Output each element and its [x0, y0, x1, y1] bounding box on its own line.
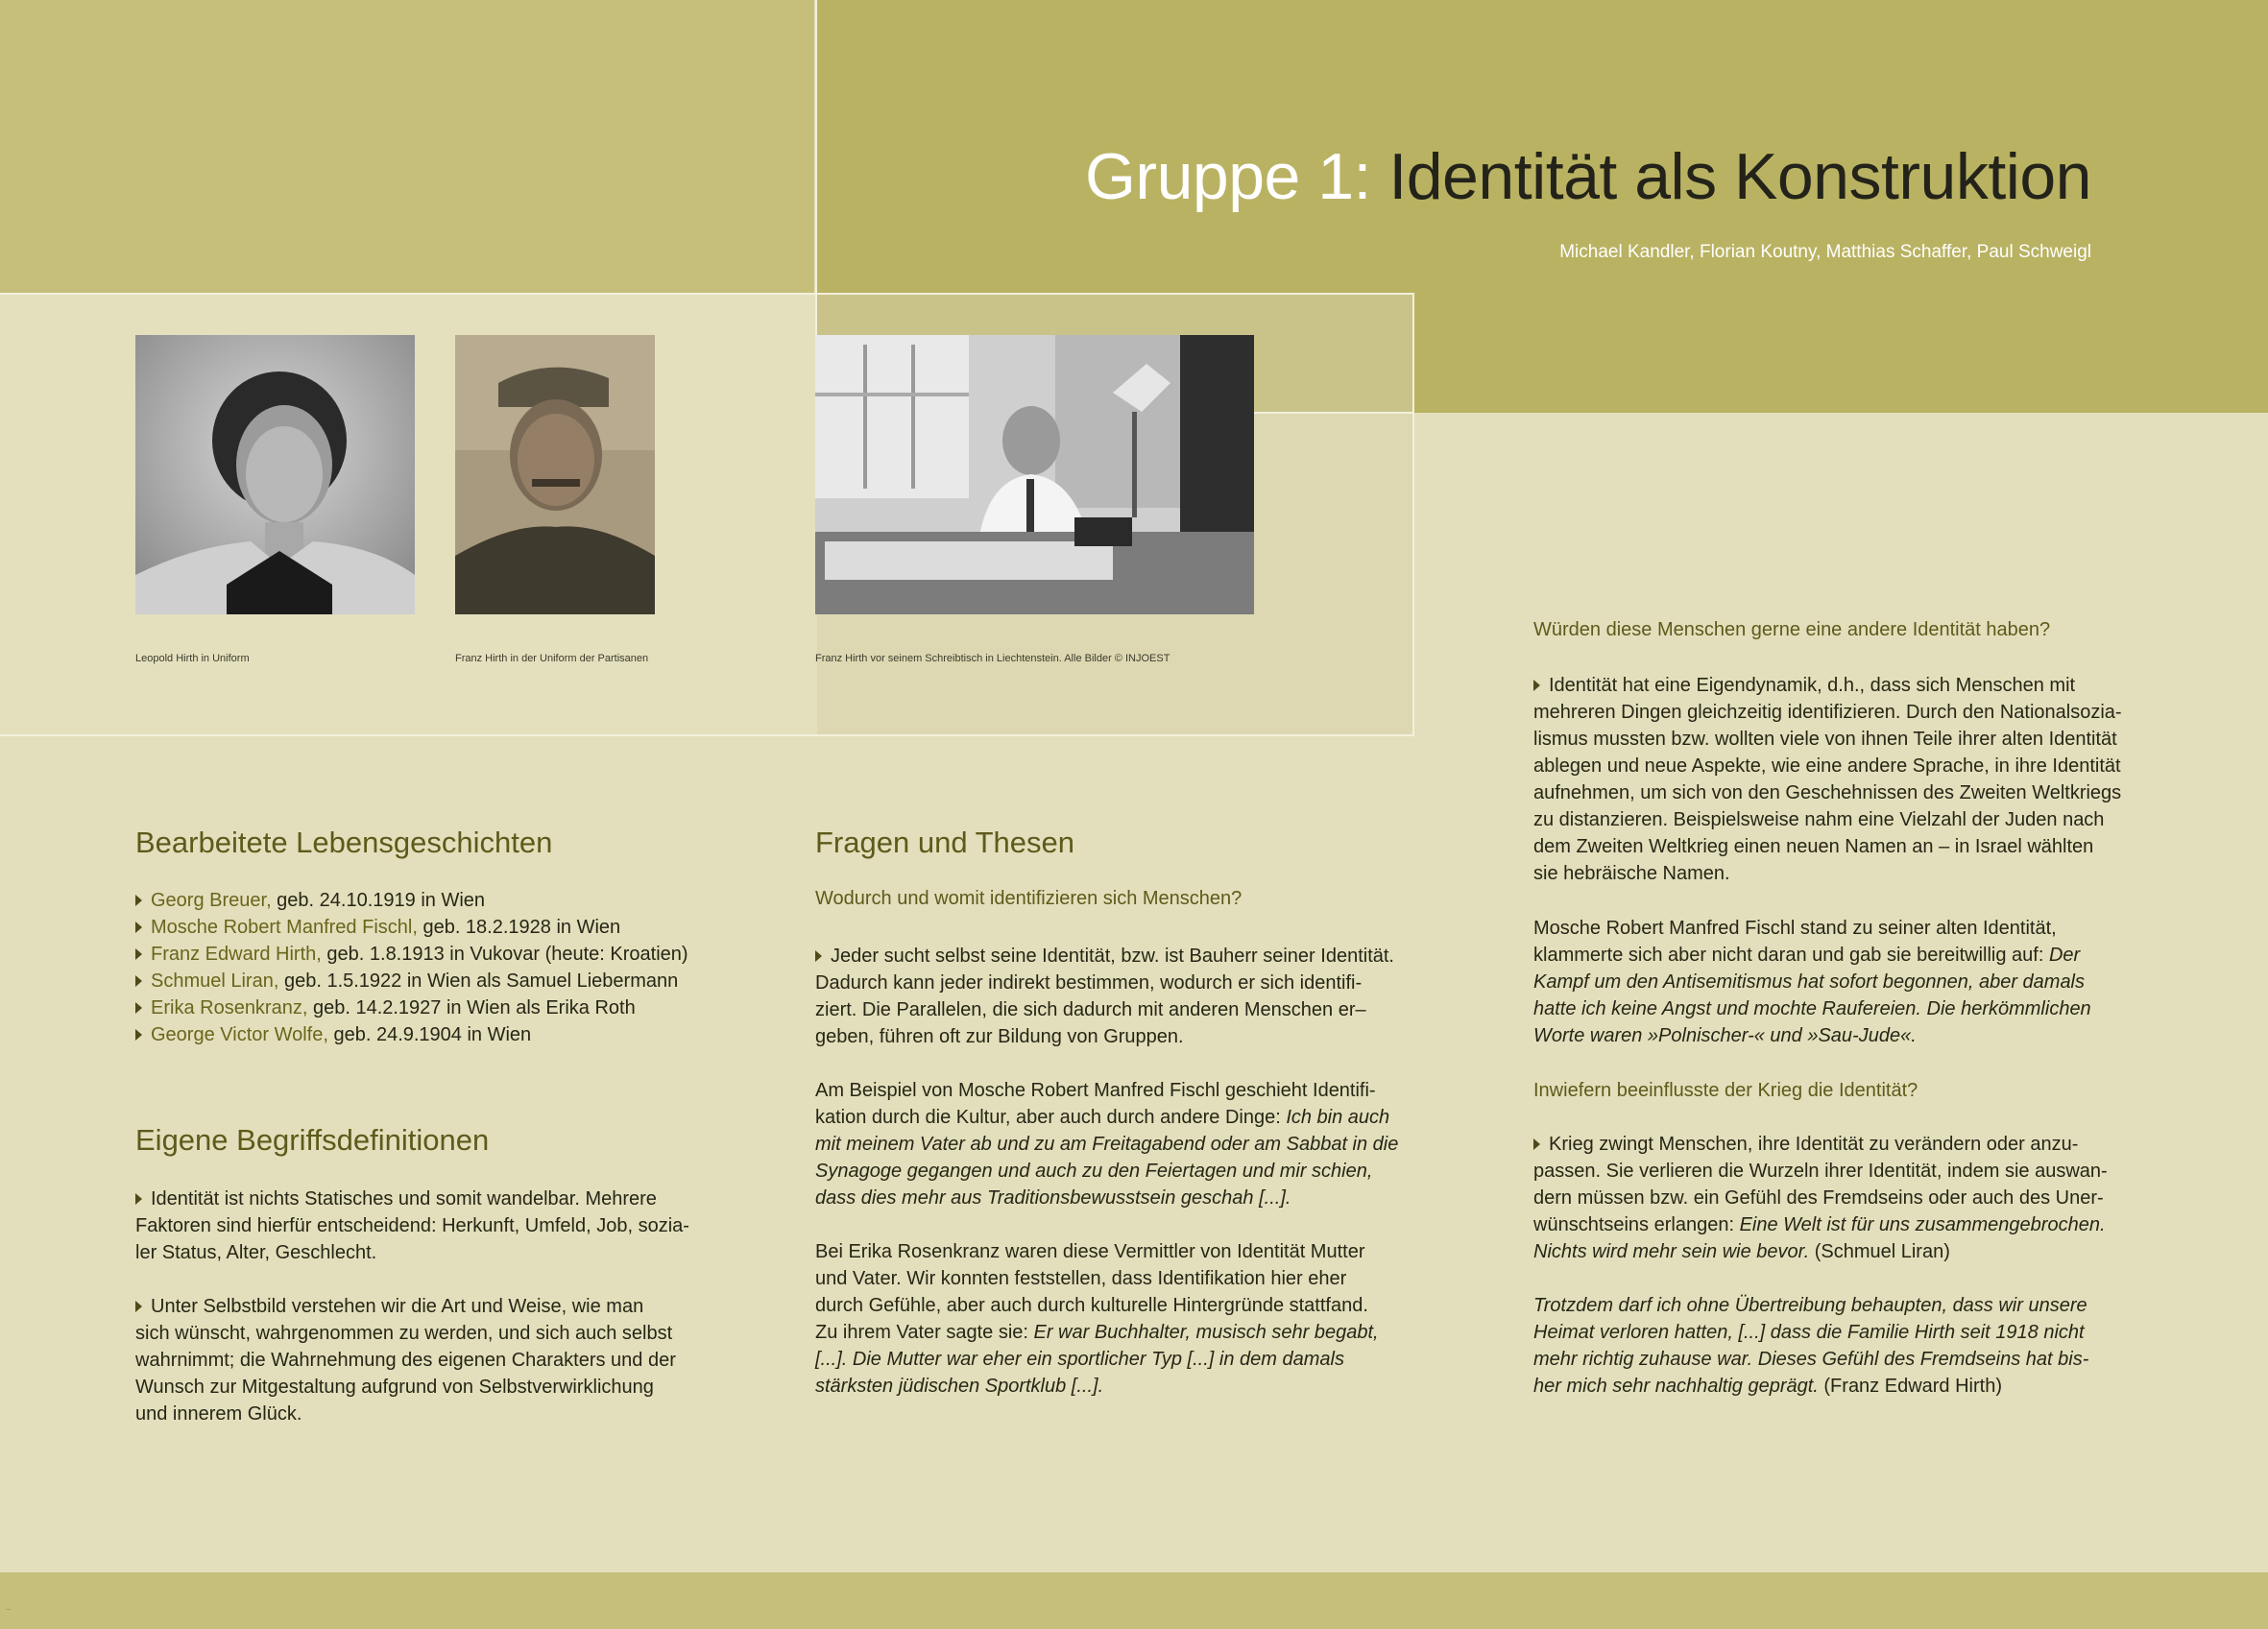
photo-franz-hirth-desk — [815, 335, 1254, 614]
person-name: George Victor Wolfe, — [151, 1024, 328, 1045]
list-item — [135, 1021, 688, 1048]
list-item — [135, 914, 688, 941]
photo-caption: Leopold Hirth in Uniform — [135, 653, 250, 664]
authors: Michael Kandler, Florian Koutny, Matthias Schaffer, Paul Schweigl — [1559, 242, 2091, 262]
paragraph-fischl-identitaet: Mosche Robert Manfred Fischl stand zu seiner alten Identität, klammerte sich aber nicht daran und gab sie bereitwillig auf: Der Kampf um den Antisemitismus hat sofort begonnen, aber damals hatte ich keine Angst und mochte Raufereien. Die herkömmlichen Worte waren »Polnischer-« und »Sau-Jude«. — [1533, 918, 2091, 1046]
divider-line — [0, 734, 1414, 736]
triangle-bullet-icon — [1533, 1138, 1540, 1150]
photo-caption: Franz Hirth in der Uniform der Partisanen — [455, 653, 649, 664]
paragraph-rosenkranz: Bei Erika Rosenkranz waren diese Vermittler von Identität Mutter und Vater. Wir konnten feststellen, dass Identifikation hier eher durch Gefühle, aber auch durch kulturelle Hintergründe stattfand. Zu ihrem Vater sagte sie: Er war Buchhalter, musisch sehr begabt, [...]. Die Mutter war eher ein sportlicher Typ [...] in dem damals stärksten jüdischen Sportklub [...]. — [815, 1241, 1379, 1397]
paragraph-fischl: Am Beispiel von Mosche Robert Manfred Fischl geschieht Identifi- kation durch die Kultur, aber auch durch andere Dinge: Ich bin auch mit meinem Vater ab und zu am Freitagabend oder am Sabbat in die Synagoge gegangen und auch zu den Feiertagen und mir schien, dass dies mehr aus Traditionsbewusstsein geschah [...]. — [815, 1080, 1399, 1209]
photo-leopold-hirth — [135, 335, 415, 614]
triangle-bullet-icon — [135, 1193, 142, 1205]
title-topic: Identität als Konstruktion — [1388, 140, 2091, 213]
footer-mark: ~ — [6, 1605, 12, 1616]
triangle-bullet-icon — [135, 1301, 142, 1312]
triangle-bullet-icon — [135, 895, 142, 906]
list-item — [135, 887, 688, 914]
person-detail: geb. 1.5.1922 in Wien als Samuel Liebermann — [278, 970, 679, 992]
triangle-bullet-icon — [135, 975, 142, 987]
person-detail: geb. 24.10.1919 in Wien — [271, 890, 486, 911]
list-item — [135, 994, 688, 1021]
triangle-bullet-icon — [135, 1029, 142, 1041]
divider-line — [0, 293, 1414, 295]
person-name: Schmuel Liran, — [151, 970, 279, 992]
triangle-bullet-icon — [135, 922, 142, 933]
divider-line — [1412, 294, 1414, 736]
person-name: Georg Breuer, — [151, 890, 272, 911]
page-title — [1085, 139, 2091, 214]
person-name: Mosche Robert Manfred Fischl, — [151, 917, 418, 938]
question-heading: Würden diese Menschen gerne eine andere Identität haben? — [1533, 619, 2051, 640]
list-item — [135, 968, 688, 994]
person-detail: geb. 14.2.1927 in Wien als Erika Roth — [307, 997, 636, 1018]
section-heading-begriffe: Eigene Begriffsdefinitionen — [135, 1123, 490, 1157]
person-detail: geb. 18.2.1928 in Wien — [417, 917, 621, 938]
paragraph-selbstbild: Unter Selbstbild verstehen wir die Art und Weise, wie man sich wünscht, wahrgenommen zu werden, und sich auch selbst wahrnimmt; die Wahrnehmung des eigenen Charakters und der Wunsch zur Mitgestaltung aufgrund von Selbstverwirklichung und innerem Glück. — [135, 1296, 676, 1425]
triangle-bullet-icon — [815, 950, 822, 962]
header-band-left — [0, 0, 814, 294]
triangle-bullet-icon — [135, 948, 142, 960]
section-heading-fragen: Fragen und Thesen — [815, 826, 1075, 859]
person-detail: geb. 24.9.1904 in Wien — [327, 1024, 532, 1045]
question-heading: Inwiefern beeinflusste der Krieg die Identität? — [1533, 1080, 1918, 1101]
paragraph-identitaet: Identität ist nichts Statisches und somit wandelbar. Mehrere Faktoren sind hierfür entscheidend: Herkunft, Umfeld, Job, sozia- ler Status, Alter, Geschlecht. — [135, 1188, 689, 1263]
list-item — [135, 941, 688, 968]
paragraph-eigendynamik: Identität hat eine Eigendynamik, d.h., dass sich Menschen mit mehreren Dingen gleichzeitig identifizieren. Durch den Nationalsozia- lismus mussten bzw. wollten viele von ihnen Teile ihrer alten Identität ablegen und neue Aspekte, wie eine andere Sprache, in ihre Identität aufnehmen, um sich von den Geschehnissen des Zweiten Weltkriegs zu distanzieren. Beispielsweise nahm eine Vielzahl der Juden nach dem Zweiten Weltkrieg einen neuen Namen an – in Israel wählten sie hebräische Namen. — [1533, 675, 2122, 884]
person-detail: geb. 1.8.1913 in Vukovar (heute: Kroatien) — [321, 944, 688, 965]
paragraph-bauherr: Jeder sucht selbst seine Identität, bzw. ist Bauherr seiner Identität. Dadurch kann jeder indirekt bestimmen, wodurch er sich identifi- ziert. Die Parallelen, die sich dadurch mit anderen Menschen er– geben, führen oft zur Bildung von Gruppen. — [815, 946, 1394, 1047]
paragraph-hirth-zitat: Trotzdem darf ich ohne Übertreibung behaupten, dass wir unsere Heimat verloren hatten, [...] dass die Familie Hirth seit 1918 nicht mehr richtig zuhause war. Dieses Gefühl des Fremdseins hat bis- her mich sehr nachhaltig geprägt. (Franz Edward Hirth) — [1533, 1295, 2089, 1397]
triangle-bullet-icon — [135, 1002, 142, 1014]
title-group: Gruppe 1: — [1085, 140, 1389, 213]
triangle-bullet-icon — [1533, 680, 1540, 691]
person-name: Franz Edward Hirth, — [151, 944, 322, 965]
paragraph-krieg: Krieg zwingt Menschen, ihre Identität zu verändern oder anzu- passen. Sie verlieren die Wurzeln ihrer Identität, indem sie auswan- dern müssen bzw. ein Gefühl des Fremdseins oder auch des Uner- wünschtseins erlangen: Eine Welt ist für uns zusammengebrochen. Nichts wird mehr sein wie bevor. (Schmuel Liran) — [1533, 1134, 2108, 1262]
person-name: Erika Rosenkranz, — [151, 997, 308, 1018]
question-heading: Wodurch und womit identifizieren sich Menschen? — [815, 888, 1243, 909]
section-heading-lebensgeschichten: Bearbeitete Lebensgeschichten — [135, 826, 553, 859]
photo-franz-hirth-partisan — [455, 335, 655, 614]
footer-band — [0, 1572, 2268, 1629]
life-story-list — [135, 887, 688, 1048]
photo-caption: Franz Hirth vor seinem Schreibtisch in Liechtenstein. Alle Bilder © INJOEST — [815, 653, 1170, 664]
